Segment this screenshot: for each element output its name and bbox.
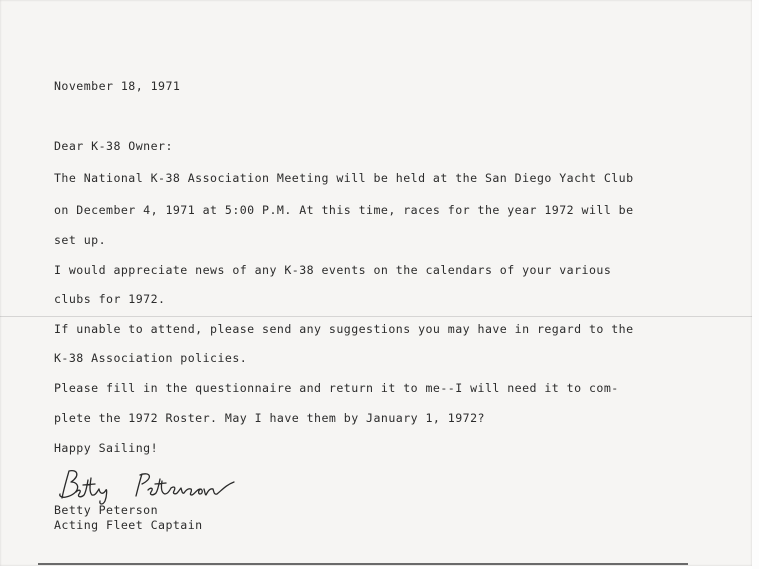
page-edge bbox=[752, 0, 759, 569]
body-line-3: set up. bbox=[54, 233, 107, 247]
body-line-5: clubs for 1972. bbox=[54, 292, 166, 306]
body-line-9: plete the 1972 Roster. May I have them by January 1, 1972? bbox=[54, 411, 485, 425]
bottom-rule bbox=[38, 563, 688, 565]
letter-closing: Happy Sailing! bbox=[54, 441, 159, 455]
body-line-4: I would appreciate news of any K-38 events on the calendars of your various bbox=[54, 263, 612, 277]
handwritten-signature bbox=[54, 468, 239, 506]
signer-name: Betty Peterson bbox=[54, 503, 159, 517]
body-line-1: The National K-38 Association Meeting will be held at the San Diego Yacht Club bbox=[54, 171, 634, 185]
signer-title: Acting Fleet Captain bbox=[54, 518, 203, 532]
body-line-2: on December 4, 1971 at 5:00 P.M. At this time, races for the year 1972 will be bbox=[54, 203, 634, 217]
body-line-8: Please fill in the questionnaire and return it to me--I will need it to com- bbox=[54, 381, 619, 395]
letter-date: November 18, 1971 bbox=[54, 79, 181, 93]
body-line-6: If unable to attend, please send any suggestions you may have in regard to the bbox=[54, 322, 634, 336]
letter-salutation: Dear K-38 Owner: bbox=[54, 139, 173, 153]
paper-fold-line bbox=[0, 316, 752, 317]
body-line-7: K-38 Association policies. bbox=[54, 351, 248, 365]
